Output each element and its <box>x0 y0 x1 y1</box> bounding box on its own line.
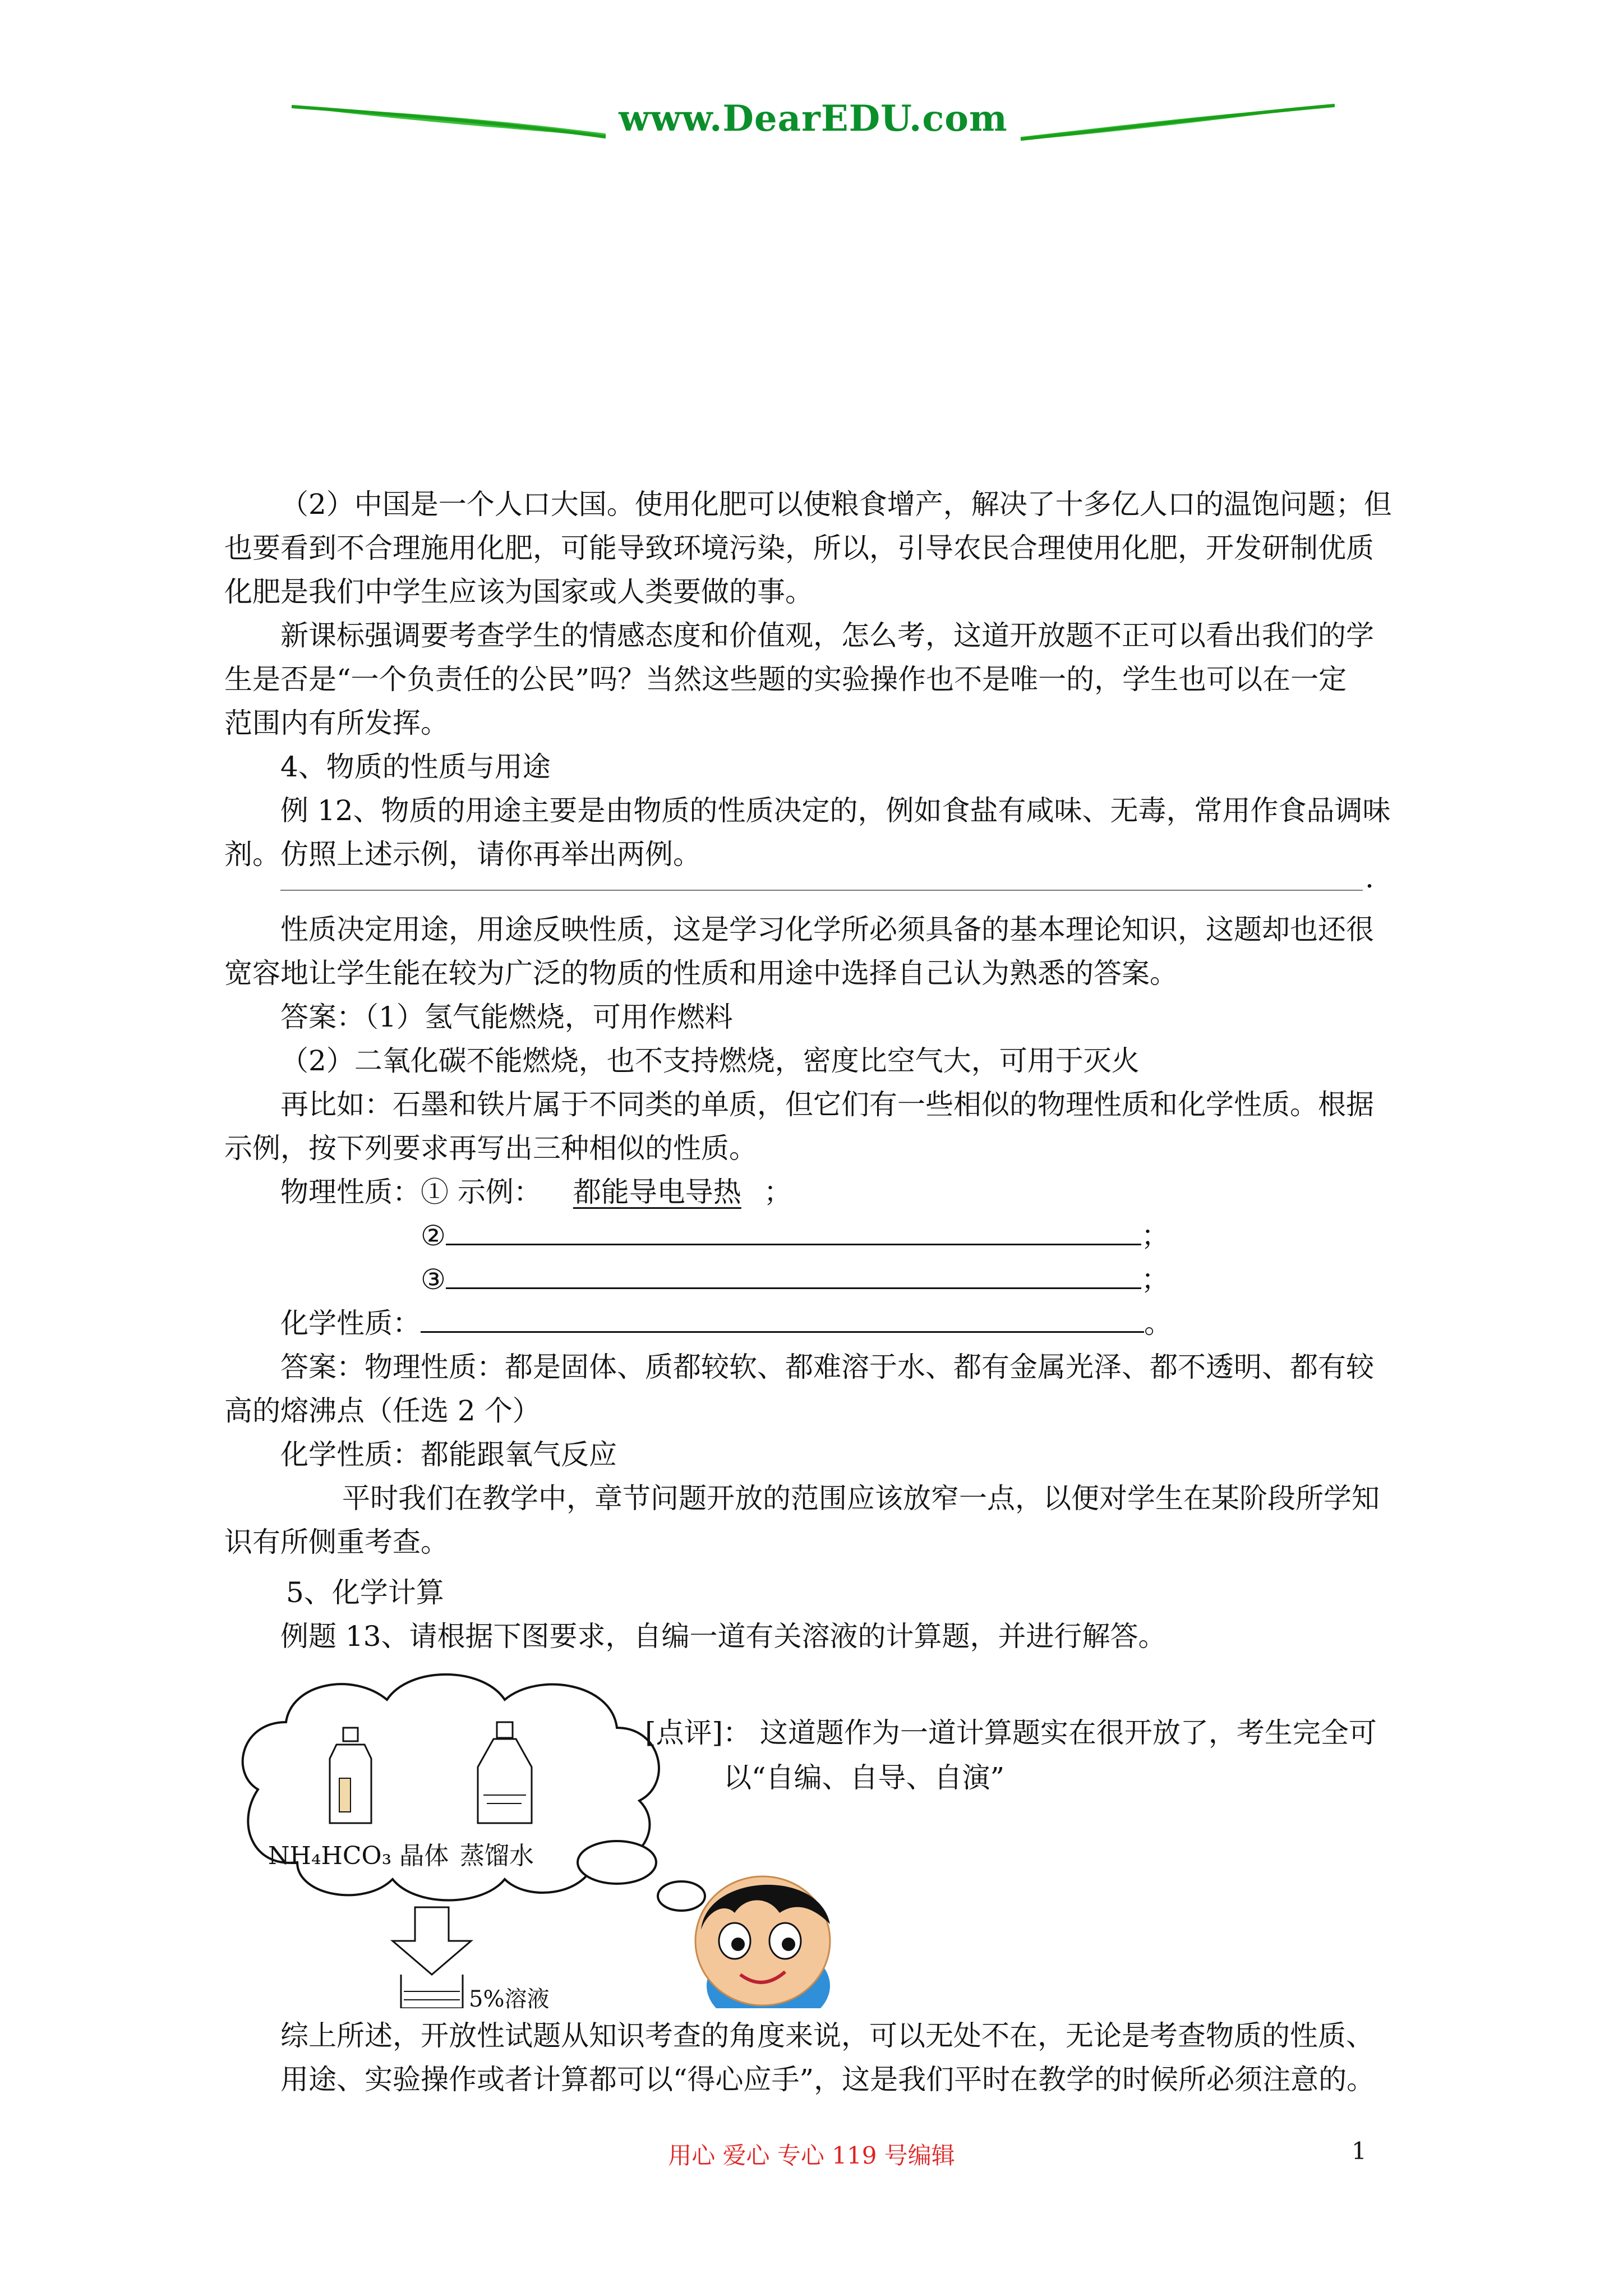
paragraph-line: 识有所侧重考查。 <box>224 1526 449 1558</box>
section-heading: 4、物质的性质与用途 <box>280 751 551 783</box>
reagent-label: NH₄HCO₃ 晶体 <box>268 1842 449 1870</box>
page-footer: 用心 爱心 专心 119 号编辑 <box>668 2142 955 2169</box>
cartoon-boy-icon <box>684 1876 830 2008</box>
site-name: www.DearEDU.com <box>619 98 1008 140</box>
example-line: 剂。仿照上述示例，请你再举出两例。 <box>224 838 701 871</box>
paragraph-line: 生是否是“一个负责任的公民”吗？当然这些题的实验操作也不是唯一的，学生也可以在一定 <box>224 663 1347 696</box>
physical-property-row-2 <box>421 1214 1169 1258</box>
example-line: 例 12、物质的用途主要是由物质的性质决定的，例如食盐有咸味、无毒，常用作食品调味 <box>280 794 1391 827</box>
paragraph-line: 再比如：石墨和铁片属于不同类的单质，但它们有一些相似的物理性质和化学性质。根据 <box>280 1088 1374 1121</box>
fill-blank[interactable] <box>446 1258 1141 1289</box>
down-arrow-icon <box>393 1907 471 1975</box>
water-label: 蒸馏水 <box>460 1842 534 1870</box>
physical-property-row-3 <box>421 1258 1169 1301</box>
paragraph-line: 范围内有所发挥。 <box>224 707 449 739</box>
paragraph-line: （2）中国是一个人口大国。使用化肥可以使粮食增产，解决了十多亿人口的温饱问题；但 <box>280 488 1392 521</box>
section-heading: 5、化学计算 <box>286 1576 444 1609</box>
paragraph-line: 化肥是我们中学生应该为国家或人类要做的事。 <box>224 576 813 608</box>
beaker-icon <box>401 1975 463 2008</box>
circle-number: ② <box>421 1220 446 1252</box>
solution-label: 5%溶液 <box>469 1986 550 2012</box>
site-banner <box>292 90 1335 151</box>
period: 。 <box>1144 1307 1172 1340</box>
comment-line: 以“自编、自导、自演” <box>723 1761 1005 1794</box>
fill-blank[interactable] <box>446 1214 1141 1245</box>
paragraph-line: 新课标强调要考查学生的情感态度和价值观，怎么考，这道开放题不正可以看出我们的学 <box>280 619 1374 652</box>
answer-line: 答案：物理性质：都是固体、质都较软、都难溶于水、都有金属光泽、都不透明、都有较 <box>280 1351 1374 1383</box>
paragraph-line: 性质决定用途，用途反映性质，这是学习化学所必须具备的基本理论知识，这题却也还很 <box>280 913 1374 946</box>
answer-line: 答案：（1）氢气能燃烧，可用作燃料 <box>280 1001 733 1033</box>
physical-property-row <box>280 1170 1419 1214</box>
semicolon: ； <box>1141 1220 1169 1252</box>
paragraph-line: 示例，按下列要求再写出三种相似的性质。 <box>224 1132 757 1165</box>
comment-line: [点评]： 这道题作为一道计算题实在很开放了，考生完全可 <box>645 1717 1377 1749</box>
answer-line: 高的熔沸点（任选 2 个） <box>224 1395 541 1427</box>
semicolon: ； <box>1141 1263 1169 1296</box>
physical-property-label: 物理性质：① 示例： <box>280 1176 542 1208</box>
physical-property-example: 都能导电导热 <box>573 1176 741 1208</box>
paragraph-line: 平时我们在教学中，章节问题开放的范围应该放窄一点，以便对学生在某阶段所学知 <box>342 1482 1380 1515</box>
chemical-property-label: 化学性质： <box>280 1307 421 1340</box>
circle-number: ③ <box>421 1263 446 1296</box>
example-line: 例题 13、请根据下图要求，自编一道有关溶液的计算题，并进行解答。 <box>280 1620 1166 1653</box>
answer-line: （2）二氧化碳不能燃烧，也不支持燃烧，密度比空气大，可用于灭火 <box>280 1045 1140 1077</box>
chemical-property-row <box>280 1301 1419 1345</box>
answer-blank-line <box>280 890 1363 891</box>
page-number: 1 <box>1352 2137 1367 2165</box>
semicolon: ； <box>763 1176 792 1208</box>
paragraph-line: 宽容地让学生能在较为广泛的物质的性质和用途中选择自己认为熟悉的答案。 <box>224 957 1178 990</box>
summary-line: 综上所述，开放性试题从知识考查的角度来说，可以无处不在，无论是考查物质的性质、 <box>280 2019 1374 2052</box>
blank-dot: . <box>1365 862 1374 894</box>
answer-line: 化学性质：都能跟氧气反应 <box>280 1438 617 1471</box>
fill-blank[interactable] <box>421 1302 1144 1333</box>
summary-line: 用途、实验操作或者计算都可以“得心应手”，这是我们平时在教学的时候所必须注意的。 <box>280 2063 1375 2096</box>
paragraph-line: 也要看到不合理施用化肥，可能导致环境污染，所以，引导农民合理使用化肥，开发研制优质 <box>224 532 1374 564</box>
